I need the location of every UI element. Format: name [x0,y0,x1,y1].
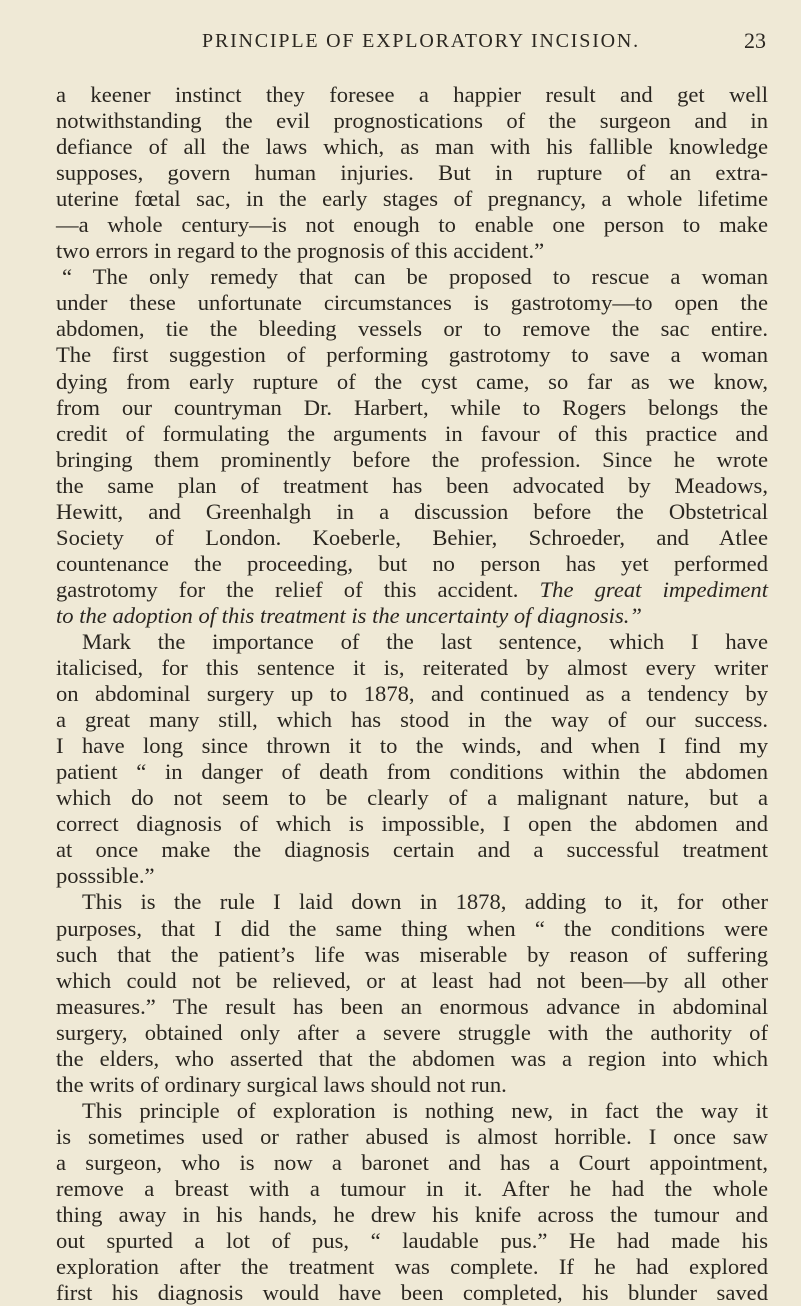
page-header [76,30,766,60]
text-line: “ The only remedy that can be proposed to rescue a woman [62,264,768,290]
text-line: which do not seem to be clearly of a malignant nature, but a [56,785,768,811]
text-line: dying from early rupture of the cyst came, so far as we know, [56,368,768,394]
text-line: Society of London. Koeberle, Behier, Schroeder, and Atlee [56,524,768,550]
text-line: thing away in his hands, he drew his knife across the tumour and [56,1202,768,1228]
text-line: posssible.” [56,863,155,889]
text-line: first his diagnosis would have been completed, his blunder saved [56,1280,768,1306]
text-line: measures.” The result has been an enormous advance in abdominal [56,993,768,1019]
text-line: This principle of exploration is nothing new, in fact the way it [82,1097,768,1123]
text-line: at once make the diagnosis certain and a successful treatment [56,837,768,863]
text-line: —a whole century—is not enough to enable one person to make [56,212,768,238]
text-line: the same plan of treatment has been advocated by Meadows, [56,472,768,498]
text-line: to the adoption of this treatment is the uncertainty of diagnosis.” [56,602,642,628]
text-line: which could not be relieved, or at least had not been—by all other [56,967,768,993]
text-line: the elders, who asserted that the abdomen was a region into which [56,1045,768,1071]
text-line: Mark the importance of the last sentence, which I have [82,628,768,654]
text-line: notwithstanding the evil prognostications of the surgeon and in [56,108,768,134]
text-line: under these unfortunate circumstances is gastrotomy—to open the [56,290,768,316]
text-line: I have long since thrown it to the winds, and when I find my [56,733,768,759]
text-line: patient “ in danger of death from conditions within the abdomen [56,759,768,785]
text-line: uterine fœtal sac, in the early stages of pregnancy, a whole lifetime [56,186,768,212]
text-line: surgery, obtained only after a severe struggle with the authority of [56,1019,768,1045]
text-line: bringing them prominently before the profession. Since he wrote [56,446,768,472]
text-line: purposes, that I did the same thing when “ the conditions were [56,915,768,941]
text-line: is sometimes used or rather abused is almost horrible. I once saw [56,1123,768,1149]
text-line: a keener instinct they foresee a happier result and get well [56,82,768,107]
text-line: the writs of ordinary surgical laws should not run. [56,1071,507,1097]
text-line: The first suggestion of performing gastrotomy to save a woman [56,342,768,368]
text-line: on abdominal surgery up to 1878, and continued as a tendency by [56,681,768,707]
text-line: correct diagnosis of which is impossible, I open the abdomen and [56,811,768,837]
text-line: defiance of all the laws which, as man with his fallible knowledge [56,134,768,160]
text-line: out spurted a lot of pus, “ laudable pus.” He had made his [56,1228,768,1254]
text-line: italicised, for this sentence it is, reiterated by almost every writer [56,655,768,681]
text-line: credit of formulating the arguments in favour of this practice and [56,420,768,446]
text-line: remove a breast with a tumour in it. After he had the whole [56,1175,768,1201]
text-line: abdomen, tie the bleeding vessels or to remove the sac entire. [56,316,768,342]
text-line: a great many still, which has stood in the way of our success. [56,707,768,733]
running-title: PRINCIPLE OF EXPLORATORY INCISION. [202,30,640,52]
text-line: countenance the proceeding, but no person has yet performed [56,550,768,576]
text-line: such that the patient’s life was miserable by reason of suffering [56,941,768,967]
text-line: two errors in regard to the prognosis of this accident.” [56,238,545,264]
text-line: exploration after the treatment was complete. If he had explored [56,1254,768,1280]
page-number: 23 [744,28,766,53]
text-line: a surgeon, who is now a baronet and has a Court appointment, [56,1149,768,1175]
text-line: This is the rule I laid down in 1878, adding to it, for other [82,889,768,915]
text-line: gastrotomy for the relief of this accident. The great impediment [56,576,768,602]
body-text [56,82,768,1306]
text-line: Hewitt, and Greenhalgh in a discussion before the Obstetrical [56,498,768,524]
text-line: supposes, govern human injuries. But in rupture of an extra- [56,160,768,186]
text-line: from our countryman Dr. Harbert, while to Rogers belongs the [56,394,768,420]
